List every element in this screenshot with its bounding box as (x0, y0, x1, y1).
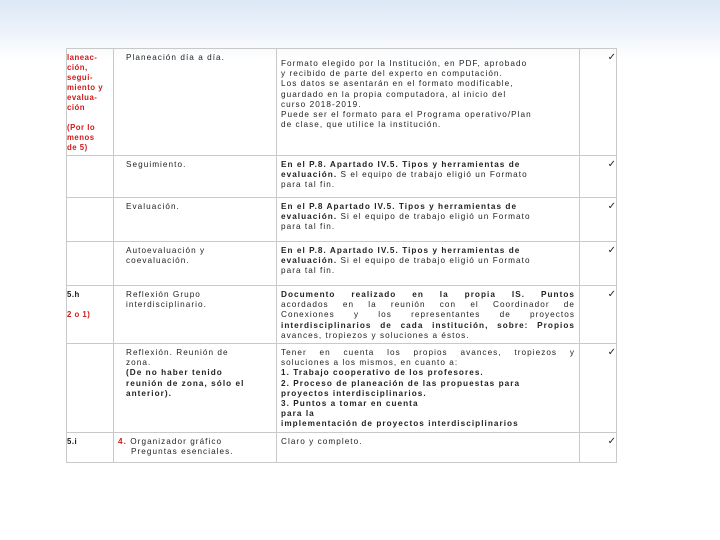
evidence-line: y recibido de parte del experto en computación. (281, 69, 503, 79)
check-cell (580, 156, 617, 198)
evidence-bold-text: 1. Trabajo cooperativo de los profesores. (281, 368, 484, 378)
evidence-line (281, 160, 575, 170)
section-count-note: 2 o 1) (67, 310, 91, 319)
table-row (67, 432, 617, 462)
activity-cell (114, 432, 277, 462)
evidence-cell (277, 198, 580, 242)
evidence-bold-text: En el P.8 Apartado IV.5. Tipos y herramientas de (281, 202, 518, 211)
evidence-line (281, 348, 575, 358)
evidence-bold-text: En el P.8. Apartado IV.5. Tipos y herramientas de (281, 246, 521, 255)
section-label-line: miento y (67, 83, 104, 92)
table-row (67, 286, 617, 344)
section-label-line: ción (67, 103, 86, 112)
activity-number: 4. (118, 436, 127, 446)
evidence-cell (277, 242, 580, 286)
evidence-line (281, 222, 575, 232)
evidence-bold-text: interdisciplinarios de cada institución, sobre: Propios (281, 320, 575, 330)
evidence-text: para tal fin. (281, 266, 336, 276)
evidence-line (281, 246, 575, 256)
activity-cell (114, 156, 277, 198)
section-label-cell (67, 198, 114, 242)
evidence-bold-text: En el P.8. Apartado IV.5. Tipos y herramientas de (281, 160, 521, 169)
section-label-cell (67, 242, 114, 286)
evidence-bold-text: evaluación. (281, 170, 338, 180)
activity-label: coevaluación. (126, 256, 190, 266)
section-number: 5.h (67, 290, 80, 299)
evidence-line (281, 379, 575, 389)
activity-cell (114, 49, 277, 156)
evidence-cell (277, 49, 580, 156)
activity-label: Reflexión Grupo (126, 290, 201, 299)
activity-label: Planeación día a día. (126, 53, 225, 62)
activity-label: zona. (126, 358, 152, 368)
section-label-line: segui- (67, 73, 93, 82)
evidence-bold-text: 3. Puntos a tomar en cuenta (281, 399, 419, 409)
evidence-line (281, 419, 575, 429)
activity-label (126, 348, 272, 358)
activity-label (118, 437, 272, 447)
evidence-text: Conexiones y los representantes de proyectos (281, 310, 575, 320)
section-number: 5.i (67, 436, 78, 446)
evidence-bold-text: 2. Proceso de planeación de las propuestas para (281, 378, 521, 388)
section-label-cell (67, 432, 114, 462)
section-label-line: de 5) (67, 143, 88, 152)
activity-cell (114, 242, 277, 286)
check-cell (580, 286, 617, 344)
activity-cell (114, 286, 277, 344)
activity-note: (De no haber tenido (126, 368, 223, 378)
section-label-line: laneac- (67, 53, 98, 62)
evidence-bold-text: implementación de proyectos interdisciplinarios (281, 419, 519, 429)
evidence-line: curso 2018-2019. (281, 99, 362, 109)
evidence-line: Los datos se asentarán en el formato modificable, (281, 79, 514, 89)
evidence-line (281, 389, 575, 399)
evidence-line (281, 212, 575, 222)
table-row (67, 198, 617, 242)
evidence-line (281, 321, 575, 331)
checkmark-icon: ✓ (607, 201, 616, 212)
evidence-line (281, 310, 575, 320)
evidence-cell (277, 286, 580, 344)
activity-label: Preguntas esenciales. (131, 446, 234, 456)
activity-label: Seguimiento. (126, 160, 187, 169)
evidence-line (281, 202, 575, 212)
evidence-bold-text: Documento realizado en la propia IS. Puntos (281, 290, 575, 299)
evidence-text: Si el equipo de trabajo eligió un Formato (337, 256, 531, 266)
section-label-cell (67, 49, 114, 156)
evidence-bold-text: para la (281, 409, 315, 419)
evidence-line (281, 399, 575, 409)
checkmark-icon: ✓ (607, 347, 616, 359)
evidence-text: avances, tropiezos y soluciones a éstos. (281, 330, 470, 340)
evidence-text: acordados en la reunión con el Coordinador de (281, 300, 575, 310)
section-label-cell (67, 344, 114, 433)
evidence-line (281, 290, 575, 300)
evidence-text: para tal fin. (281, 180, 336, 190)
activity-note: reunión de zona, sólo el (126, 378, 245, 388)
evidence-line (281, 266, 575, 276)
evidence-line: Claro y completo. (281, 436, 363, 446)
section-label-line: ción, (67, 63, 88, 72)
evidence-text: S el equipo de trabajo eligió un Formato (337, 170, 528, 180)
evidence-text: Tener en cuenta los propios avances, tropiezos y (281, 348, 575, 358)
section-label-line (67, 113, 111, 123)
evidence-text: Si el equipo de trabajo eligió un Formato (337, 212, 531, 222)
evidence-bold-text: evaluación. (281, 212, 338, 222)
evidence-line (281, 409, 575, 419)
evidence-line (281, 368, 575, 378)
planning-table (66, 48, 617, 463)
checkmark-icon: ✓ (607, 52, 616, 63)
section-label-cell (67, 156, 114, 198)
evidence-line: Formato elegido por la Institución, en PDF, aprobado (281, 59, 528, 68)
section-label-line: (Por lo (67, 123, 96, 132)
section-label-cell (67, 286, 114, 344)
evidence-bold-text: evaluación. (281, 256, 338, 266)
activity-text: Reflexión. Reunión de (126, 348, 229, 358)
evidence-cell (277, 344, 580, 433)
activity-cell (114, 344, 277, 433)
table-row (67, 156, 617, 198)
activity-label: interdisciplinario. (126, 300, 207, 310)
activity-label: Autoevaluación y (126, 246, 206, 255)
evidence-bold-text: proyectos interdisciplinarios. (281, 388, 427, 398)
evidence-line (281, 331, 575, 341)
table-row (67, 49, 617, 156)
checkmark-icon: ✓ (607, 245, 616, 256)
evidence-line (281, 180, 575, 190)
activity-note: anterior). (126, 388, 172, 398)
evidence-text: para tal fin. (281, 222, 336, 232)
activity-cell (114, 198, 277, 242)
checkmark-icon: ✓ (607, 289, 616, 300)
check-cell (580, 344, 617, 433)
section-label-line: menos (67, 133, 95, 142)
check-cell (580, 432, 617, 462)
table-row (67, 242, 617, 286)
evidence-line: guardado en la propia computadora, al inicio del (281, 89, 507, 99)
table-row (67, 344, 617, 433)
evidence-cell (277, 156, 580, 198)
checkmark-icon: ✓ (607, 435, 616, 447)
activity-text: Organizador gráfico (130, 436, 223, 446)
evidence-line (281, 170, 575, 180)
section-label-line: evalua- (67, 93, 98, 102)
check-cell (580, 49, 617, 156)
evidence-line: de clase, que utilice la institución. (281, 120, 442, 130)
activity-label: Evaluación. (126, 202, 180, 211)
check-cell (580, 242, 617, 286)
evidence-line (281, 256, 575, 266)
evidence-line: Puede ser el formato para el Programa operativo/Plan (281, 110, 532, 120)
evidence-text: soluciones a los mismos, en cuanto a: (281, 358, 459, 368)
evidence-line (281, 358, 575, 368)
evidence-line (281, 300, 575, 310)
check-cell (580, 198, 617, 242)
checkmark-icon: ✓ (607, 159, 616, 170)
evidence-cell (277, 432, 580, 462)
